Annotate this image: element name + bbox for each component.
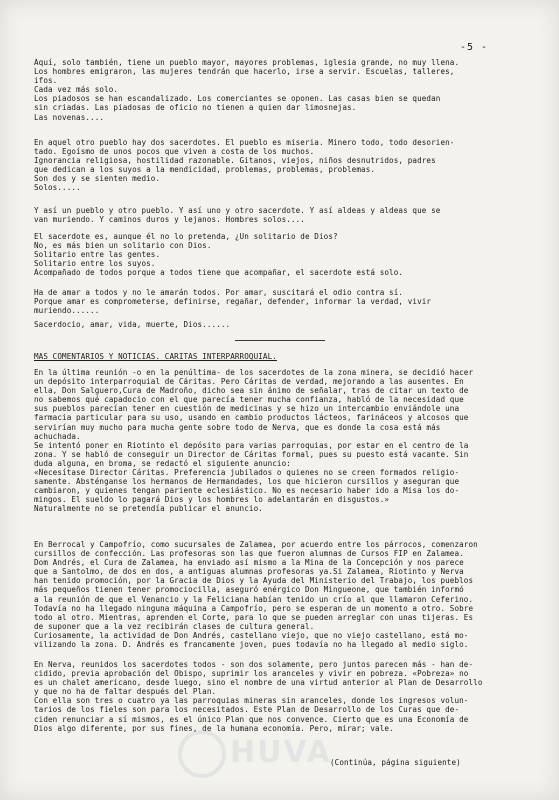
text-line: Se intentó poner en Riotinto el depósito para varias parroquias, por estar en el centro de la — [34, 440, 469, 450]
text-line: ciden renunciar a sí mismos, es el único Plan que nos convence. Cierto que es una Economía de — [34, 714, 469, 724]
text-line: duda alguna, en broma, se redactó el siguiente anuncio: — [34, 458, 291, 468]
text-line: un depósito interparroquial de Cáritas. Pero Cáritas de verdad, mejorando a las ausentes. En — [34, 377, 464, 387]
paragraph-towns-many — [34, 206, 524, 224]
archive-watermark: HUVA — [230, 735, 332, 770]
text-line: Los hombres emigraron, las mujeres tendrán que hacerlo, irse a servir. Escuelas, talleres, — [34, 67, 455, 77]
text-line: cidido, previa aprobación del Obispo, suprimir los aranceles y vivir en pobreza. «Pobreza» no — [34, 669, 469, 679]
text-line: En Berrocal y Campofrío, como sucursales de Zalamea, por acuerdo entre los párrocos, comenzaron — [34, 540, 478, 549]
text-line: Sacerdocio, amar, vida, muerte, Dios...... — [34, 320, 231, 329]
paragraph-love-all — [34, 288, 524, 315]
text-line: En aquel otro pueblo hay dos sacerdotes. El pueblo es miseria. Minero todo, todo desorien- — [34, 138, 455, 147]
section-heading: MAS COMENTARIOS Y NOTICIAS. CARITAS INTERPARROQUIAL. — [34, 352, 277, 361]
paragraph-town-two — [34, 138, 524, 193]
text-line: vilizando la zona. D. Andrés es francamente joven, pues todavía no ha llegado al medio siglo. — [34, 640, 469, 650]
text-line: Cada vez más solo. — [34, 85, 119, 95]
text-line: Dios algo diferente, por sus fines, de la humana economía. Pero, mirar; vale. — [34, 723, 394, 733]
text-line: muriendo...... — [34, 306, 100, 316]
text-line: más pequeños tienen tener promociocilla, aseguró enérgico Don Mingueone, que también informó — [34, 585, 464, 595]
text-line: servirían muy mucho para mucha gente sobre todo de Nerva, que es donde la cosa está más — [34, 422, 441, 432]
paragraph-solitary-priest — [34, 232, 524, 277]
text-line: Naturalmente no se pretendía publicar el anuncio. — [34, 504, 263, 514]
text-line: cambiaron, y quienes tengan pariente eclesiástico. No es necesario haber ido a Misa los do- — [34, 486, 460, 496]
text-line: ifos. — [34, 76, 58, 86]
paragraph-town-one — [34, 58, 524, 122]
text-line: Todavía no ha llegado ninguna máquina a Campofrío, pero se esperan de un momento a otro. Sobre — [34, 603, 474, 613]
text-line: Ignorancia religiosa, hostilidad razonable. Gitanos, viejos, niños desnutridos, padres — [34, 156, 436, 166]
text-line: achuchada. — [34, 431, 81, 441]
text-line: Ha de amar a todos y no le amarán todos. Por amar, suscitará el odio contra sí. — [34, 288, 404, 297]
text-line: Curiosamente, la actividad de Don Andrés, castellano viejo, que no viejo castellano, está mo- — [34, 630, 469, 640]
text-line: Solitario entre los suyos. — [34, 259, 156, 269]
footer-note-wrapper — [330, 758, 530, 767]
text-line: Porque amar es comprometerse, definirse, regañar, defender, informar la verdad, vivir — [34, 297, 432, 307]
text-line: Dom Andrés, el Cura de Zalamea, ha enviado así mismo a la Mina de la Concepción y nos parece — [34, 558, 464, 568]
text-line: En la última reunión -o en la penúltima- de los sacerdotes de la zona minera, se decidió hacer — [34, 368, 474, 377]
text-line: no sabemos qué capadocio con el que parecía tener mucha confianza, habló de la necesidad que — [34, 395, 464, 405]
text-line: Con ella son tres o cuatro ya las parroquias mineras sin aranceles, donde los ingresos volun- — [34, 696, 469, 706]
text-line: que dedican a los suyos a la mendicidad, problemas, problemas, problemas. — [34, 165, 376, 175]
text-line: cursillos de confección. Las profesoras son las que fueron alumnas de Cursos FIP en Zalamea. — [34, 549, 464, 559]
text-line: sin criadas. Las piadosas de oficio no tienen a quien dar limosnejas. — [34, 103, 357, 113]
text-line: tarios de los fieles son para los necesitados. Este Plan de Desarrollo de los Curas que de- — [34, 705, 460, 715]
text-line: Los piadosos se han escandalizado. Los comerciantes se oponen. Las casas bien se quedan — [34, 94, 441, 104]
text-line: No, es más bien un solitario con Dios. — [34, 241, 212, 251]
text-line: tado. Egoísmo de unos pocos que viven a costa de los muchos. — [34, 147, 315, 157]
text-line: mingos. El sueldo lo pagará Dios y los hombres lo adelantarán en disgustos.» — [34, 495, 390, 505]
text-line: Y así un pueblo y otro pueblo. Y así uno y otro sacerdote. Y así aldeas y aldeas que se — [34, 206, 441, 215]
paragraph-berrocal-campofrio — [34, 540, 524, 649]
text-line: que a Santolmo, de dos en dos, a antiguas alumnas profesoras ya.Si Zalamea, Riotinto y Nerva — [34, 567, 464, 577]
text-line: a la reunión de que el Venancio y la Feliciana habían tenido un crío al que llamaron Ceferino. — [34, 594, 474, 604]
paragraph-nerva — [34, 660, 524, 733]
section-heading-wrapper — [34, 352, 524, 361]
text-line: Son dos y se sienten medio. — [34, 174, 161, 184]
text-line: de suponer que a la vez recibirán clases de cultura general. — [34, 621, 315, 631]
text-line: farmacia particular para su uso, usando en cambio productos lácteos, farináceos y alcosos que — [34, 413, 469, 423]
text-line: todo al otro. Mientras, aprenden el Corte, para lo que se pueden arreglar con unas tijeras. Es — [34, 612, 474, 622]
text-line: Solos..... — [34, 183, 81, 193]
text-line: samente. Absténganse los hermanos de Hermandades, los que hicieron cursillos y aseguran que — [34, 477, 460, 487]
section-divider — [235, 340, 325, 341]
text-line: y que no ha de faltar después del Plan. — [34, 687, 217, 697]
text-line: es un chalet americano, desde luego, sino el nombre de una virtud anterior al Plan de Desarrollo — [34, 678, 483, 688]
text-line: En Nerva, reunidos los sacerdotes todos - son dos solamente, pero juntos parecen más - han de- — [34, 660, 474, 669]
text-line: han tenido promoción, por la Gracia de Dios y la Ayuda del Ministerio del Trabajo, los pueblos — [34, 576, 474, 586]
text-line: «Necesítase Director Cáritas. Preferencia jubilados o quienes no se creen formados religio- — [34, 468, 460, 478]
text-line: van muriendo. Y caminos duros y lejanos. Hombres solos.... — [34, 215, 305, 225]
text-line: Aquí, solo también, tiene un pueblo mayor, mayores problemas, iglesia grande, no muy llena. — [34, 58, 460, 67]
page-number: -5 - — [460, 42, 489, 53]
text-line: ella, Don Salguero,Cura de Madroño, dicho sea sin ánimo de señalar, tras de citar un texto de — [34, 386, 469, 396]
text-line: Acompañado de todos porque a todos tiene que acompañar, el sacerdote está solo. — [34, 268, 404, 278]
text-line: Solitario entre las gentes. — [34, 250, 161, 260]
text-line: Las novenas.... — [34, 112, 105, 122]
text-line: El sacerdote es, aunque él no lo pretenda, ¿Un solitario de Dios? — [34, 232, 338, 241]
text-line: sus pueblos parecían tener en cuestión de medicinas y se hizo un intercambio enviándole una — [34, 404, 460, 414]
text-line: zona. Y se habló de conseguir un Director de Cáritas formal, pues su puesto está vacante. Sin — [34, 449, 469, 459]
archive-watermark-logo — [178, 730, 226, 778]
paragraph-caritas — [34, 368, 524, 514]
paragraph-priesthood — [34, 320, 524, 329]
continued-note: (Continúa, página siguiente) — [330, 758, 461, 767]
